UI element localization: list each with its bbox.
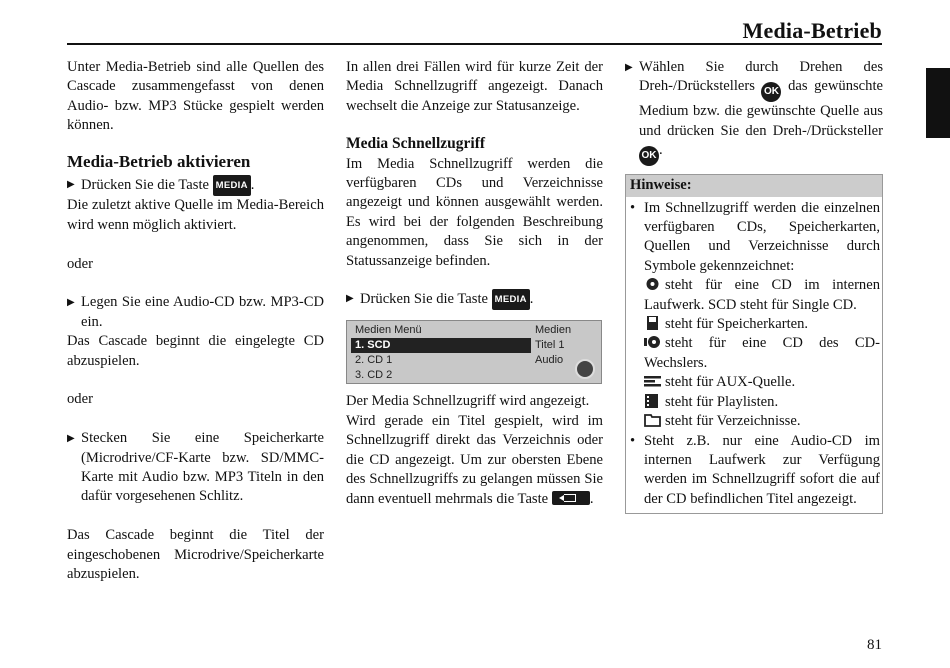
column-3 [625, 58, 883, 514]
section-heading-activate: Media-Betrieb aktivieren [67, 151, 251, 171]
column-1 [67, 58, 324, 584]
screen-header: Medien Menü [355, 324, 422, 337]
screen-row: 2. CD 1 [355, 354, 393, 367]
screen-label: Medien [535, 324, 572, 337]
ok-knob-icon: OK [761, 82, 781, 102]
step-insert-cd: ▶ Legen Sie eine Audio-CD bzw. MP3-CD ein. [67, 294, 324, 330]
oder-text: oder [67, 391, 93, 408]
memory-card-icon [644, 316, 661, 330]
page-number: 81 [867, 637, 882, 653]
media-key-icon: MEDIA [213, 175, 251, 196]
arrow-icon: ▶ [625, 62, 633, 73]
screen-row: 1. SCD [351, 338, 531, 353]
hint-bullet: • Im Schnellzugriff werden die einzelnen verfügbaren CDs, Speicherkarten, Quellen und Verzeichnisse durch Symbole gekennzeichnet: [630, 199, 880, 274]
hint-box [625, 174, 883, 514]
cd-icon [644, 277, 661, 291]
symbol-item: steht für Verzeichnisse. [628, 412, 880, 431]
symbol-item: steht für Playlisten. [628, 393, 880, 412]
aux-icon [644, 374, 661, 388]
arrow-icon: ▶ [67, 179, 75, 191]
step-press-media: ▶ Drücken Sie die Taste MEDIA . [67, 175, 324, 196]
chapter-tab-marker [926, 68, 950, 138]
folder-icon [644, 413, 661, 427]
arrow-icon: ▶ [67, 433, 75, 445]
media-key-icon: MEDIA [492, 289, 530, 310]
ok-knob-icon: OK [639, 146, 659, 166]
quickaccess-explanation: Wird gerade ein Titel gespielt, wird im Schnellzugriff direkt das Verzeichnis oder die CD angezeigt. Um zur obersten Ebene des Schnellzugriffs zu gelangen müssen Sie dann eventuell mehrmals die Taste . [346, 412, 603, 507]
column-2 [346, 58, 603, 509]
back-key-icon [552, 491, 590, 505]
result-text: Die zuletzt aktive Quelle im Media-Bereich wird wenn möglich aktiviert. [67, 197, 324, 233]
result-text: Das Cascade beginnt die Titel der eingeschobenen Microdrive/Speicherkarte abzuspielen. [67, 527, 324, 583]
page-title: Media-Betrieb [742, 18, 882, 43]
result-text: Das Cascade beginnt die eingelegte CD abzuspielen. [67, 333, 324, 369]
symbol-item: steht für AUX-Quelle. [628, 373, 880, 392]
hint-bullet: • Steht z.B. nur eine Audio-CD im internen Laufwerk zur Verfügung werden im Schnellzugriff sofort die auf der CD befindlichen Titel angezeigt. [630, 432, 880, 507]
intro-paragraph: Unter Media-Betrieb sind alle Quellen des Cascade zusammengefasst von denen Audio- bzw. MP3 Stücke gespielt werden können. [67, 59, 324, 134]
symbol-item: steht für eine CD des CD-Wechslers. [644, 335, 880, 371]
symbol-item: steht für eine CD im internen Laufwerk. SCD steht für Single CD. [644, 277, 880, 313]
cd-changer-icon [644, 335, 661, 349]
screen-row: 3. CD 2 [355, 369, 393, 382]
section-heading-quickaccess: Media Schnellzugriff [346, 135, 486, 153]
disc-icon [575, 359, 595, 379]
screen-label: Titel 1 [535, 339, 565, 352]
arrow-icon: ▶ [67, 297, 75, 309]
step-select-medium: ▶ Wählen Sie durch Drehen des Dreh-/Drückstellers OK das gewünschte Medium bzw. die gewünschte Quelle aus und drücken Sie den Dreh-/Drücksteller OK . [625, 58, 883, 166]
step-insert-card: ▶ Stecken Sie eine Speicherkarte (Microdrive/CF-Karte bzw. SD/MMC-Karte mit Audio bzw. MP3 Titeln in den dafür vorgesehenen Schlitz. [67, 430, 324, 505]
arrow-icon: ▶ [346, 293, 354, 305]
screen-label: Audio [535, 354, 564, 367]
quickaccess-shown-text: Der Media Schnellzugriff wird angezeigt. [346, 393, 590, 410]
hint-title: Hinweise: [626, 175, 882, 196]
quickaccess-paragraph: Im Media Schnellzugriff werden die verfügbaren CDs und Verzeichnisse angezeigt und können ausgewählt werden. Es wird bei der folgenden Beschreibung angenommen, dass Sie sich in der Statussanzeige befinden. [346, 155, 603, 269]
intro-paragraph: In allen drei Fällen wird für kurze Zeit der Media Schnellzugriff angezeigt. Danach wechselt die Anzeige zur Statusanzeige. [346, 59, 603, 114]
playlist-icon [644, 394, 661, 408]
header-rule [67, 43, 882, 45]
oder-text: oder [67, 255, 93, 272]
step-press-media: ▶ Drücken Sie die Taste MEDIA . [346, 289, 603, 310]
display-screenshot [346, 320, 602, 384]
symbol-item: steht für Speicherkarten. [628, 315, 880, 334]
